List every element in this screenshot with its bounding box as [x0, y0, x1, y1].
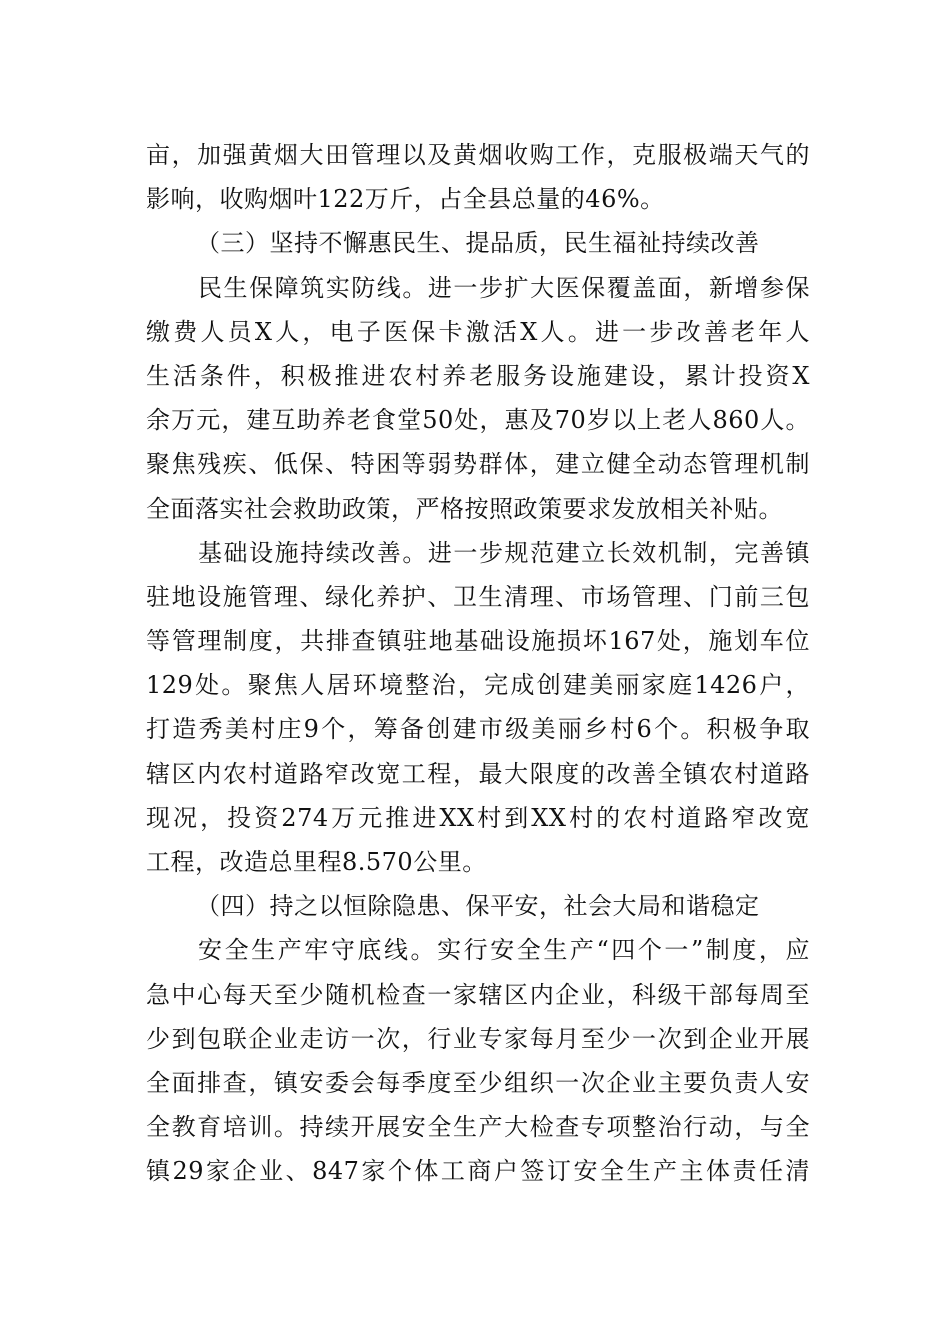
text-line: 全面落实社会救助政策，严格按照政策要求发放相关补贴。 [146, 494, 783, 523]
section-heading: （三）坚持不懈惠民生、提品质，民生福祉持续改善 [196, 229, 760, 258]
document-page [146, 133, 810, 1194]
text-line: 全教育培训。持续开展安全生产大检查专项整治行动，与全 [146, 1113, 810, 1142]
text-line: 打造秀美村庄9个，筹备创建市级美丽乡村6个。积极争取 [146, 715, 810, 744]
text-line: 聚焦残疾、低保、特困等弱势群体，建立健全动态管理机制 [146, 450, 810, 479]
text-line: 影响，收购烟叶122万斤，占全县总量的46%。 [146, 185, 665, 214]
paragraph-first-line: 民生保障筑实防线。进一步扩大医保覆盖面，新增参保 [198, 273, 810, 302]
text-line: 驻地设施管理、绿化养护、卫生清理、市场管理、门前三包 [146, 582, 810, 611]
text-line: 129处。聚焦人居环境整治，完成创建美丽家庭1426户， [146, 671, 810, 700]
text-line: 缴费人员X人，电子医保卡激活X人。进一步改善老年人 [146, 317, 810, 346]
text-line: 生活条件，积极推进农村养老服务设施建设，累计投资X [146, 361, 810, 390]
paragraph-first-line: 基础设施持续改善。进一步规范建立长效机制，完善镇 [198, 538, 810, 567]
text-line: 现况，投资274万元推进XX村到XX村的农村道路窄改宽 [146, 803, 810, 832]
section-heading: （四）持之以恒除隐患、保平安，社会大局和谐稳定 [196, 892, 760, 921]
text-line: 亩，加强黄烟大田管理以及黄烟收购工作，克服极端天气的 [146, 141, 810, 169]
text-line: 镇29家企业、847家个体工商户签订安全生产主体责任清 [146, 1157, 810, 1186]
text-line: 余万元，建互助养老食堂50处，惠及70岁以上老人860人。 [146, 406, 810, 435]
text-line: 急中心每天至少随机检查一家辖区内企业，科级干部每周至 [146, 980, 810, 1009]
text-line: 工程，改造总里程8.570公里。 [146, 848, 487, 876]
text-line: 等管理制度，共排查镇驻地基础设施损坏167处，施划车位 [146, 627, 810, 656]
text-line: 少到包联企业走访一次，行业专家每月至少一次到企业开展 [146, 1024, 810, 1053]
paragraph-first-line: 安全生产牢守底线。实行安全生产“四个一”制度，应 [198, 936, 810, 965]
text-line: 全面排查，镇安委会每季度至少组织一次企业主要负责人安 [146, 1068, 810, 1097]
text-line: 辖区内农村道路窄改宽工程，最大限度的改善全镇农村道路 [146, 759, 810, 788]
